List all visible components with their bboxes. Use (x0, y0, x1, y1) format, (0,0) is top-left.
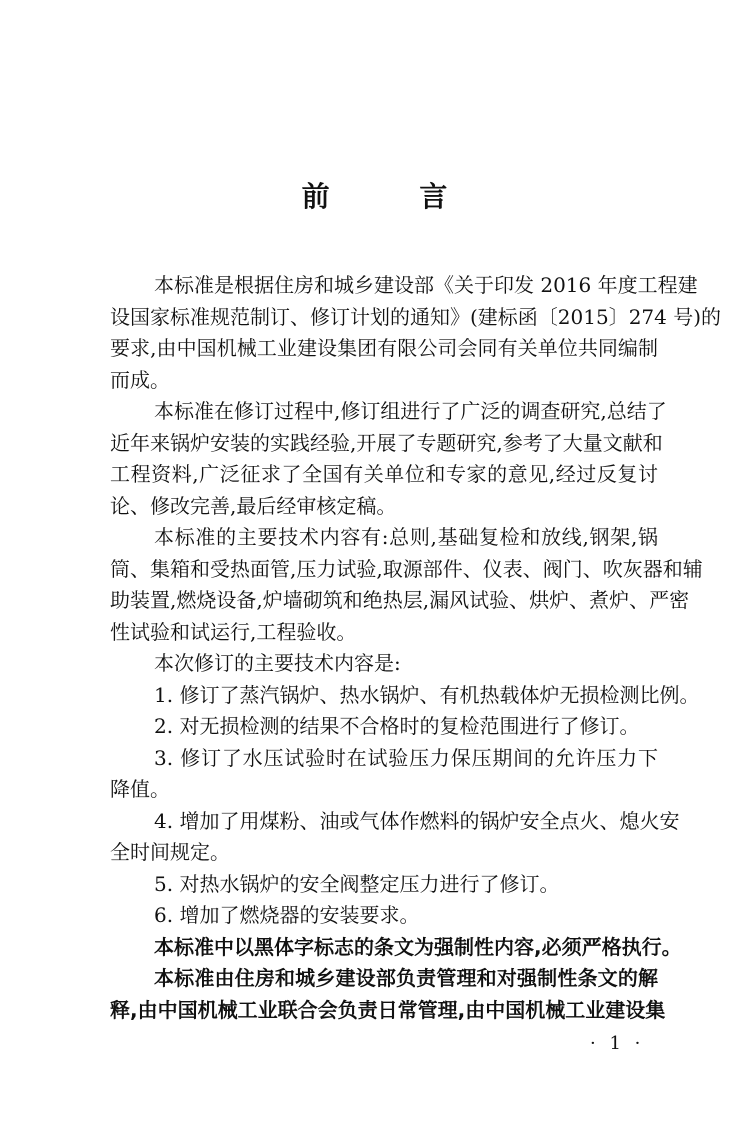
text-line: 6. 增加了燃烧器的安装要求。 (154, 903, 420, 927)
text-line: 降值。 (110, 777, 170, 801)
document-body (110, 270, 722, 1026)
text-line: 要求,由中国机械工业建设集团有限公司会同有关单位共同编制 (110, 336, 658, 360)
text-line: 1. 修订了蒸汽锅炉、热水锅炉、有机热载体炉无损检测比例。 (154, 682, 700, 707)
text-line: 工程资料,广泛征求了全国有关单位和专家的意见,经过反复讨 (110, 462, 658, 486)
text-line: 而成。 (110, 367, 170, 392)
page-title: 前 言 (301, 180, 488, 213)
text-line: 本标准是根据住房和城乡建设部《关于印发 2016 年度工程建 (154, 273, 698, 297)
text-line: 助装置,燃烧设备,炉墙砌筑和绝热层,漏风试验、烘炉、煮炉、严密 (110, 588, 690, 612)
text-line: 设国家标准规范制订、修订计划的通知》(建标函〔2015〕274 号)的 (110, 304, 722, 329)
text-line: 性试验和试运行,工程验收。 (110, 619, 357, 644)
page-number: · 1 · (590, 1033, 645, 1054)
text-line: 2. 对无损检测的结果不合格时的复检范围进行了修订。 (154, 714, 640, 738)
text-line: 3. 修订了水压试验时在试验压力保压期间的允许压力下 (154, 745, 658, 770)
text-line: 全时间规定。 (110, 840, 230, 864)
text-line: 本次修订的主要技术内容是: (154, 651, 401, 675)
text-line: 5. 对热水锅炉的安全阀整定压力进行了修订。 (154, 871, 560, 896)
text-line: 释,由中国机械工业联合会负责日常管理,由中国机械工业建设集 (110, 997, 666, 1022)
text-line: 论、修改完善,最后经审核定稿。 (110, 493, 397, 518)
text-line: 本标准中以黑体字标志的条文为强制性内容,必须严格执行。 (154, 934, 682, 959)
text-line: 本标准在修订过程中,修订组进行了广泛的调查研究,总结了 (154, 399, 667, 423)
text-line: 本标准的主要技术内容有:总则,基础复检和放线,钢架,锅 (154, 525, 658, 549)
text-line: 筒、集箱和受热面管,压力试验,取源部件、仪表、阀门、吹灰器和辅 (110, 556, 703, 581)
text-line: 近年来锅炉安装的实践经验,开展了专题研究,参考了大量文献和 (110, 430, 663, 455)
text-line: 4. 增加了用煤粉、油或气体作燃料的锅炉安全点火、熄火安 (154, 808, 680, 833)
text-line: 本标准由住房和城乡建设部负责管理和对强制性条文的解 (154, 966, 658, 990)
